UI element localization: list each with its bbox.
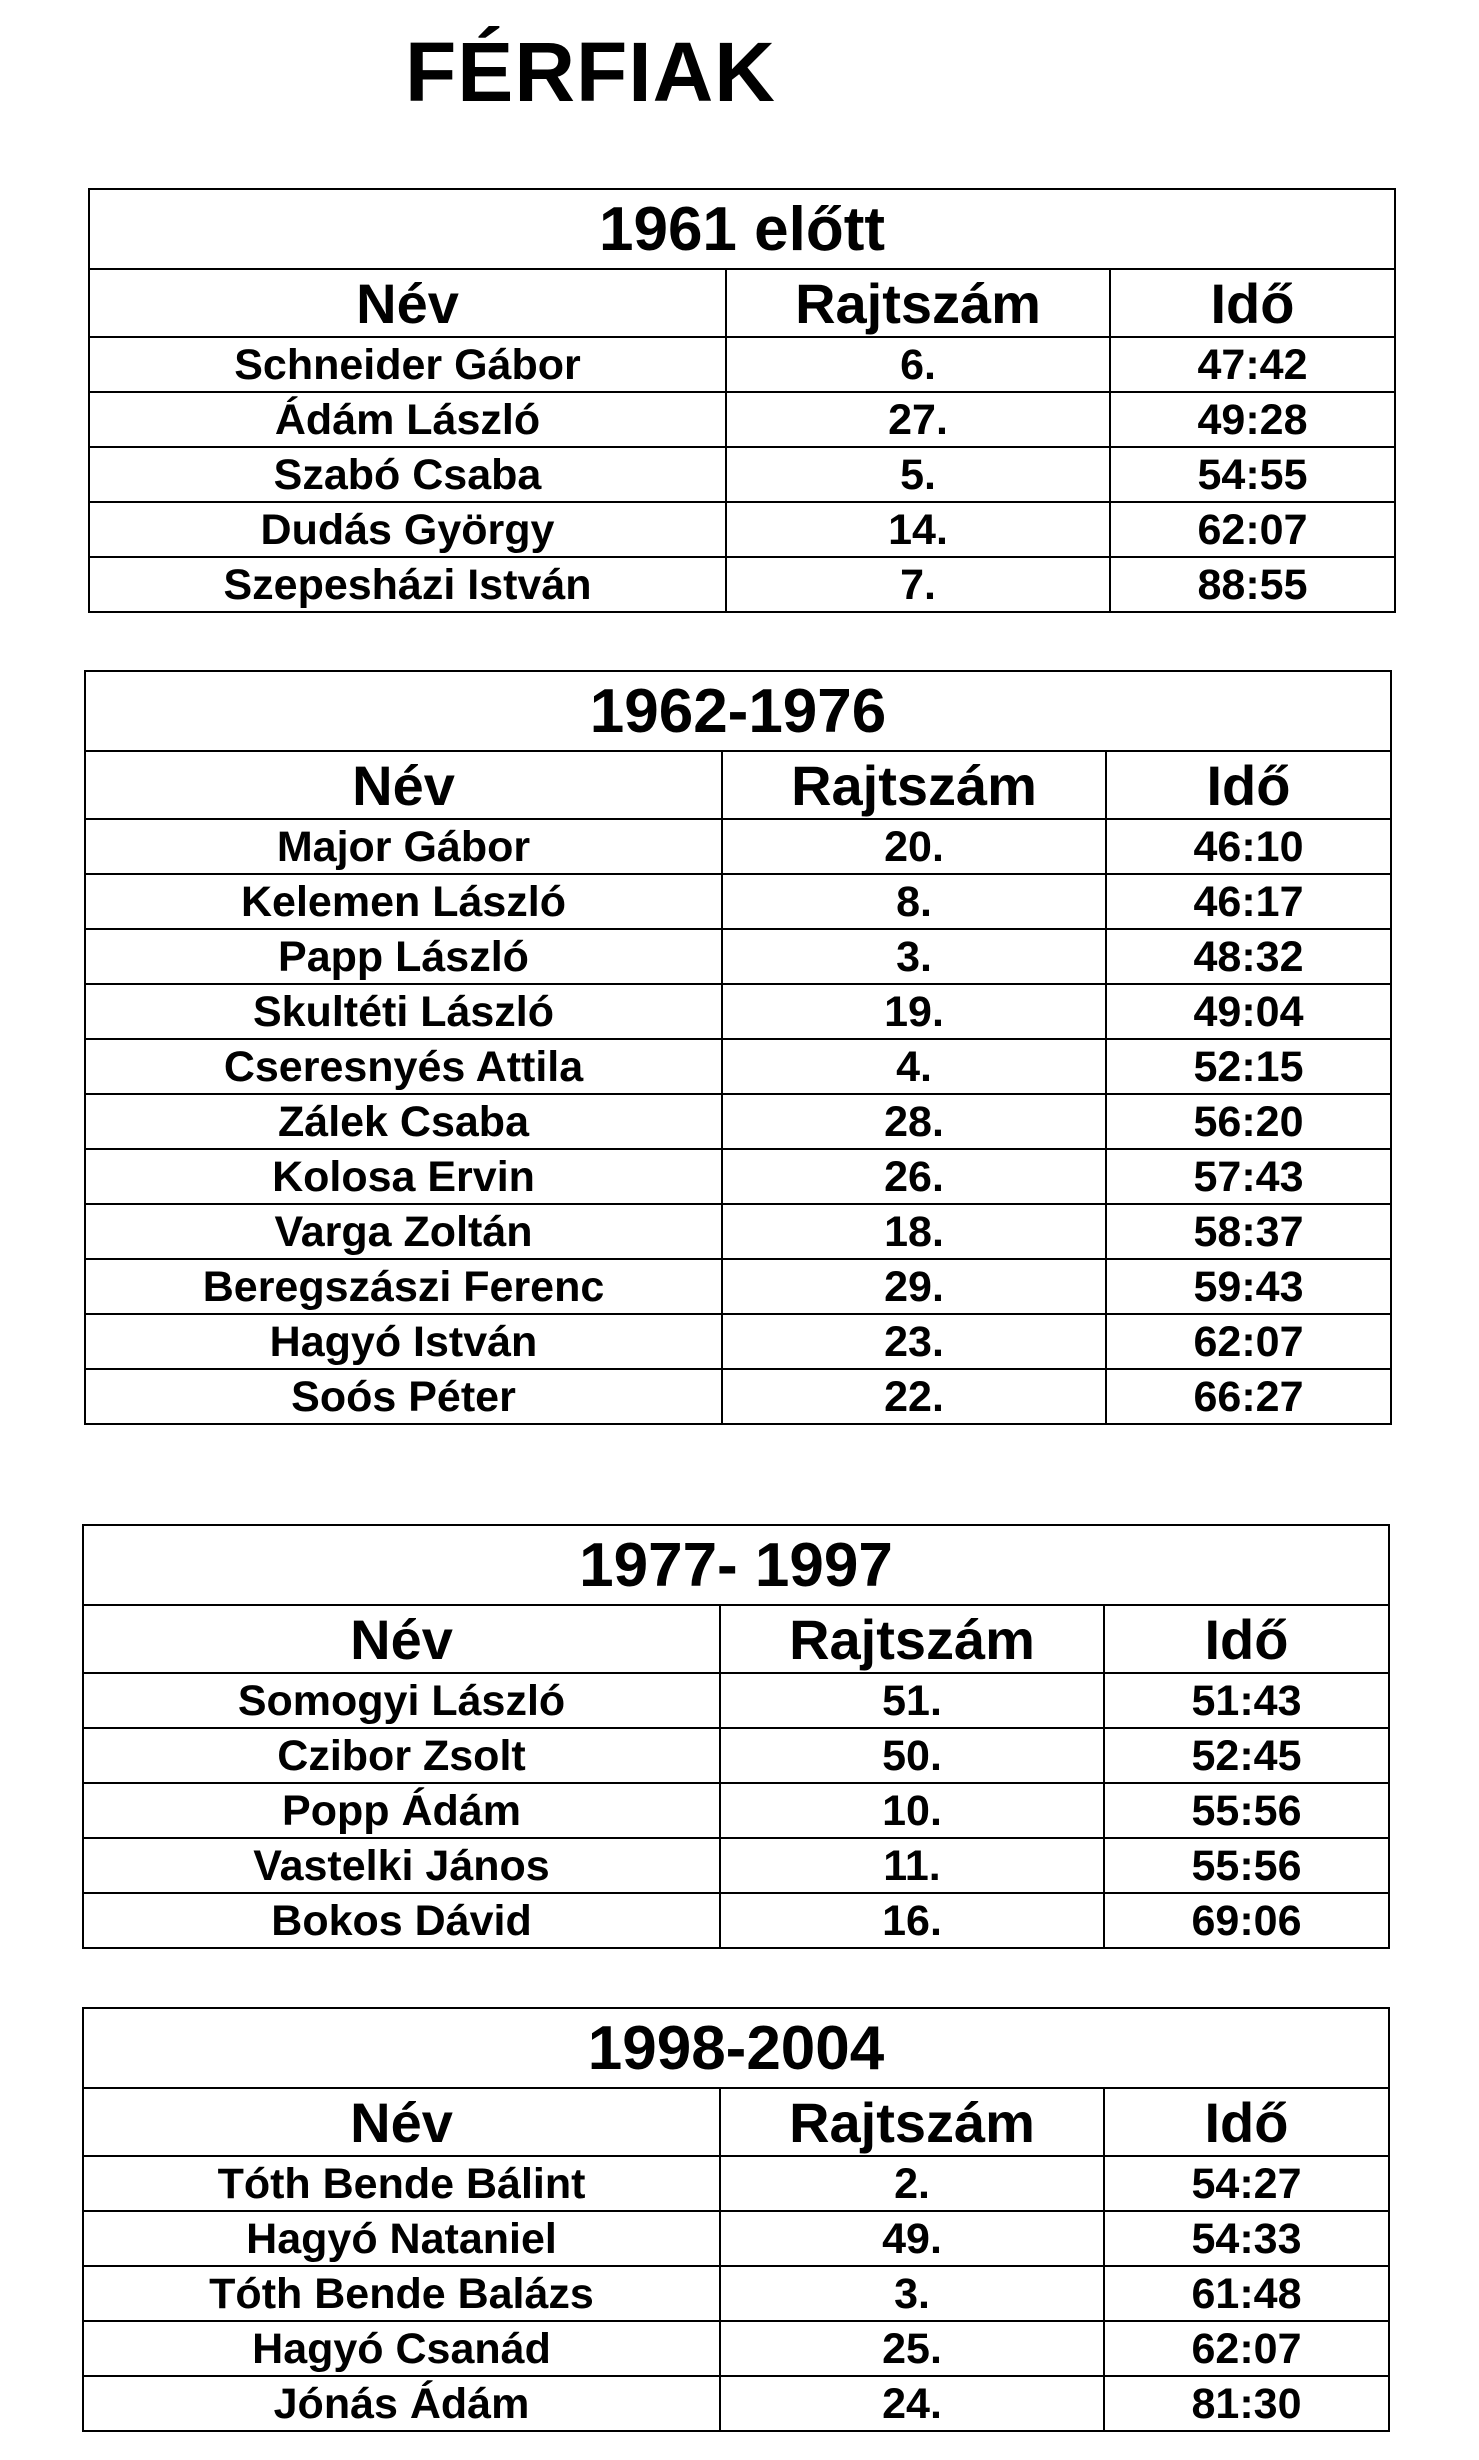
bib-cell: 23. bbox=[722, 1314, 1106, 1369]
table-row bbox=[83, 1728, 1389, 1783]
bib-cell: 29. bbox=[722, 1259, 1106, 1314]
bib-cell: 11. bbox=[720, 1838, 1104, 1893]
time-cell: 47:42 bbox=[1110, 337, 1395, 392]
table-row bbox=[83, 1783, 1389, 1838]
name-cell: Szabó Csaba bbox=[89, 447, 726, 502]
time-cell: 52:45 bbox=[1104, 1728, 1389, 1783]
table-row bbox=[85, 1259, 1391, 1314]
time-cell: 57:43 bbox=[1106, 1149, 1391, 1204]
table-row bbox=[85, 1094, 1391, 1149]
column-header-bib: Rajtszám bbox=[720, 1605, 1104, 1673]
bib-cell: 4. bbox=[722, 1039, 1106, 1094]
table-row bbox=[89, 392, 1395, 447]
time-cell: 46:17 bbox=[1106, 874, 1391, 929]
time-cell: 58:37 bbox=[1106, 1204, 1391, 1259]
name-cell: Zálek Csaba bbox=[85, 1094, 722, 1149]
name-cell: Cseresnyés Attila bbox=[85, 1039, 722, 1094]
table-row bbox=[89, 337, 1395, 392]
name-cell: Vastelki János bbox=[83, 1838, 720, 1893]
name-cell: Bokos Dávid bbox=[83, 1893, 720, 1948]
name-cell: Papp László bbox=[85, 929, 722, 984]
table-row bbox=[83, 1893, 1389, 1948]
results-table-1961-elott bbox=[88, 188, 1396, 613]
time-cell: 59:43 bbox=[1106, 1259, 1391, 1314]
bib-cell: 18. bbox=[722, 1204, 1106, 1259]
time-cell: 55:56 bbox=[1104, 1783, 1389, 1838]
bib-cell: 25. bbox=[720, 2321, 1104, 2376]
page-title: FÉRFIAK bbox=[405, 25, 776, 119]
table-row bbox=[85, 1149, 1391, 1204]
group-label: 1962-1976 bbox=[85, 671, 1391, 751]
name-cell: Tóth Bende Balázs bbox=[83, 2266, 720, 2321]
name-cell: Hagyó Nataniel bbox=[83, 2211, 720, 2266]
group-label: 1961 előtt bbox=[89, 189, 1395, 269]
bib-cell: 50. bbox=[720, 1728, 1104, 1783]
time-cell: 66:27 bbox=[1106, 1369, 1391, 1424]
time-cell: 48:32 bbox=[1106, 929, 1391, 984]
time-cell: 54:33 bbox=[1104, 2211, 1389, 2266]
bib-cell: 28. bbox=[722, 1094, 1106, 1149]
bib-cell: 26. bbox=[722, 1149, 1106, 1204]
results-table-1998-2004 bbox=[82, 2007, 1390, 2432]
table-row bbox=[85, 819, 1391, 874]
time-cell: 49:04 bbox=[1106, 984, 1391, 1039]
name-cell: Tóth Bende Bálint bbox=[83, 2156, 720, 2211]
column-header-time: Idő bbox=[1110, 269, 1395, 337]
bib-cell: 14. bbox=[726, 502, 1110, 557]
table-row bbox=[85, 1314, 1391, 1369]
name-cell: Hagyó István bbox=[85, 1314, 722, 1369]
bib-cell: 3. bbox=[722, 929, 1106, 984]
name-cell: Beregszászi Ferenc bbox=[85, 1259, 722, 1314]
time-cell: 52:15 bbox=[1106, 1039, 1391, 1094]
table-row bbox=[83, 2321, 1389, 2376]
time-cell: 62:07 bbox=[1110, 502, 1395, 557]
time-cell: 46:10 bbox=[1106, 819, 1391, 874]
time-cell: 61:48 bbox=[1104, 2266, 1389, 2321]
column-header-name: Név bbox=[85, 751, 722, 819]
name-cell: Czibor Zsolt bbox=[83, 1728, 720, 1783]
table-row bbox=[83, 2211, 1389, 2266]
time-cell: 49:28 bbox=[1110, 392, 1395, 447]
column-header-bib: Rajtszám bbox=[726, 269, 1110, 337]
time-cell: 56:20 bbox=[1106, 1094, 1391, 1149]
bib-cell: 51. bbox=[720, 1673, 1104, 1728]
time-cell: 88:55 bbox=[1110, 557, 1395, 612]
bib-cell: 7. bbox=[726, 557, 1110, 612]
bib-cell: 2. bbox=[720, 2156, 1104, 2211]
table-row bbox=[85, 1369, 1391, 1424]
name-cell: Schneider Gábor bbox=[89, 337, 726, 392]
name-cell: Varga Zoltán bbox=[85, 1204, 722, 1259]
table-row bbox=[85, 929, 1391, 984]
table-row bbox=[89, 502, 1395, 557]
results-table-1962-1976 bbox=[84, 670, 1392, 1425]
time-cell: 69:06 bbox=[1104, 1893, 1389, 1948]
name-cell: Jónás Ádám bbox=[83, 2376, 720, 2431]
bib-cell: 20. bbox=[722, 819, 1106, 874]
name-cell: Hagyó Csanád bbox=[83, 2321, 720, 2376]
time-cell: 81:30 bbox=[1104, 2376, 1389, 2431]
time-cell: 62:07 bbox=[1106, 1314, 1391, 1369]
bib-cell: 10. bbox=[720, 1783, 1104, 1838]
name-cell: Popp Ádám bbox=[83, 1783, 720, 1838]
group-label: 1977- 1997 bbox=[83, 1525, 1389, 1605]
time-cell: 54:55 bbox=[1110, 447, 1395, 502]
bib-cell: 22. bbox=[722, 1369, 1106, 1424]
column-header-bib: Rajtszám bbox=[722, 751, 1106, 819]
group-label: 1998-2004 bbox=[83, 2008, 1389, 2088]
column-header-bib: Rajtszám bbox=[720, 2088, 1104, 2156]
name-cell: Soós Péter bbox=[85, 1369, 722, 1424]
table-row bbox=[85, 1039, 1391, 1094]
table-row bbox=[89, 557, 1395, 612]
time-cell: 62:07 bbox=[1104, 2321, 1389, 2376]
name-cell: Skultéti László bbox=[85, 984, 722, 1039]
name-cell: Somogyi László bbox=[83, 1673, 720, 1728]
table-row bbox=[85, 984, 1391, 1039]
time-cell: 54:27 bbox=[1104, 2156, 1389, 2211]
bib-cell: 19. bbox=[722, 984, 1106, 1039]
table-row bbox=[83, 2266, 1389, 2321]
table-row bbox=[83, 2376, 1389, 2431]
table-row bbox=[83, 2156, 1389, 2211]
bib-cell: 24. bbox=[720, 2376, 1104, 2431]
column-header-time: Idő bbox=[1104, 2088, 1389, 2156]
name-cell: Ádám László bbox=[89, 392, 726, 447]
column-header-name: Név bbox=[83, 1605, 720, 1673]
column-header-name: Név bbox=[89, 269, 726, 337]
name-cell: Szepesházi István bbox=[89, 557, 726, 612]
table-row bbox=[83, 1673, 1389, 1728]
time-cell: 51:43 bbox=[1104, 1673, 1389, 1728]
column-header-name: Név bbox=[83, 2088, 720, 2156]
bib-cell: 6. bbox=[726, 337, 1110, 392]
results-table-1977-1997 bbox=[82, 1524, 1390, 1949]
table-row bbox=[85, 874, 1391, 929]
table-row bbox=[89, 447, 1395, 502]
name-cell: Dudás György bbox=[89, 502, 726, 557]
time-cell: 55:56 bbox=[1104, 1838, 1389, 1893]
bib-cell: 3. bbox=[720, 2266, 1104, 2321]
name-cell: Kolosa Ervin bbox=[85, 1149, 722, 1204]
column-header-time: Idő bbox=[1104, 1605, 1389, 1673]
bib-cell: 5. bbox=[726, 447, 1110, 502]
bib-cell: 49. bbox=[720, 2211, 1104, 2266]
bib-cell: 16. bbox=[720, 1893, 1104, 1948]
bib-cell: 8. bbox=[722, 874, 1106, 929]
name-cell: Major Gábor bbox=[85, 819, 722, 874]
table-row bbox=[83, 1838, 1389, 1893]
table-row bbox=[85, 1204, 1391, 1259]
bib-cell: 27. bbox=[726, 392, 1110, 447]
name-cell: Kelemen László bbox=[85, 874, 722, 929]
column-header-time: Idő bbox=[1106, 751, 1391, 819]
